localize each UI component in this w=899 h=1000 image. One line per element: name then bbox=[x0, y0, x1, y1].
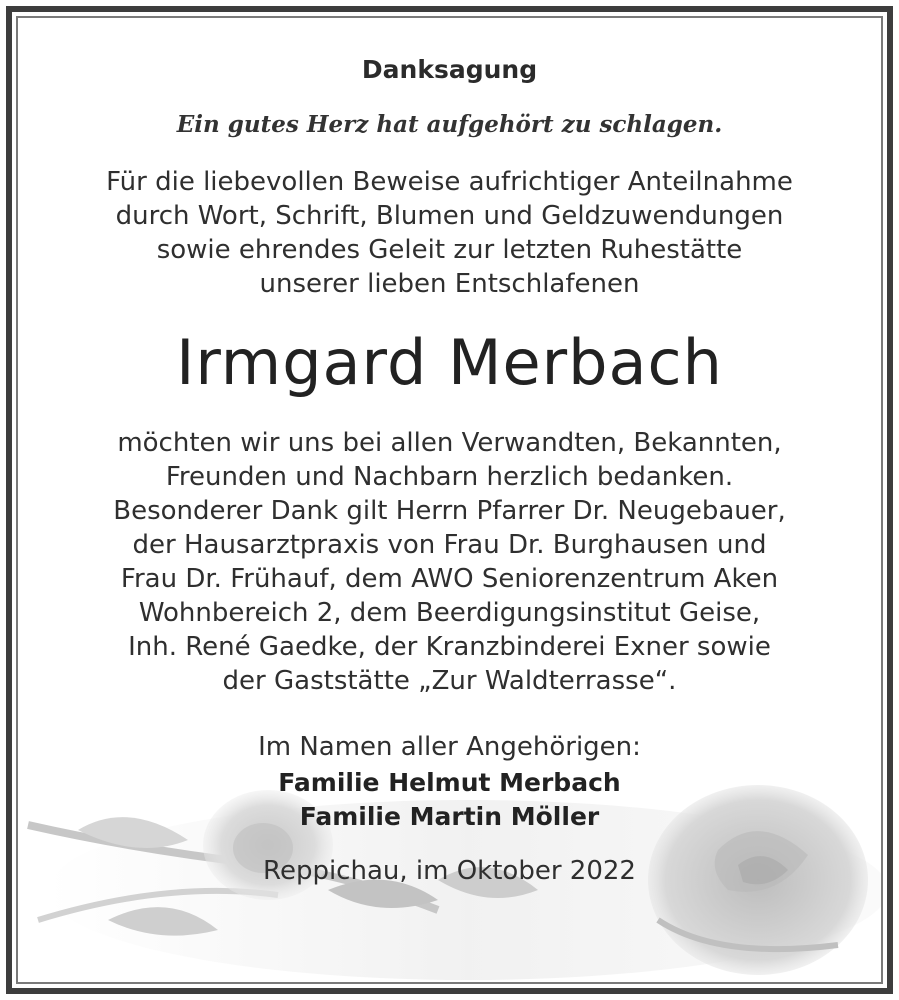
thanks-line: möchten wir uns bei allen Verwandten, Bekannten, bbox=[117, 428, 782, 458]
notice-subtitle: Ein gutes Herz hat aufgehört zu schlagen. bbox=[176, 111, 723, 138]
thanks-line: der Gaststätte „Zur Waldterrasse“. bbox=[222, 666, 677, 696]
intro-line: sowie ehrendes Geleit zur letzten Ruhestätte bbox=[156, 235, 743, 265]
notice-heading: Danksagung bbox=[361, 55, 538, 84]
intro-line: unserer lieben Entschlafenen bbox=[259, 269, 640, 299]
intro-line: durch Wort, Schrift, Blumen und Geldzuwendungen bbox=[115, 201, 784, 231]
family-name: Familie Helmut Merbach bbox=[278, 768, 621, 797]
thanks-line: Freunden und Nachbarn herzlich bedanken. bbox=[165, 462, 734, 492]
thanks-line: Besonderer Dank gilt Herrn Pfarrer Dr. Neugebauer, bbox=[113, 496, 786, 526]
thanks-line: Wohnbereich 2, dem Beerdigungsinstitut Geise, bbox=[138, 598, 761, 628]
thanks-line: Frau Dr. Frühauf, dem AWO Seniorenzentrum Aken bbox=[120, 564, 779, 594]
family-name: Familie Martin Möller bbox=[299, 802, 600, 831]
thanks-line: der Hausarztpraxis von Frau Dr. Burghausen und bbox=[132, 530, 767, 560]
thanks-line: Inh. René Gaedke, der Kranzbinderei Exner sowie bbox=[128, 632, 771, 662]
intro-line: Für die liebevollen Beweise aufrichtiger Anteilnahme bbox=[106, 167, 793, 197]
place-date: Reppichau, im Oktober 2022 bbox=[263, 856, 636, 886]
signoff-text: Im Namen aller Angehörigen: bbox=[258, 732, 641, 762]
deceased-name: Irmgard Merbach bbox=[176, 326, 723, 399]
